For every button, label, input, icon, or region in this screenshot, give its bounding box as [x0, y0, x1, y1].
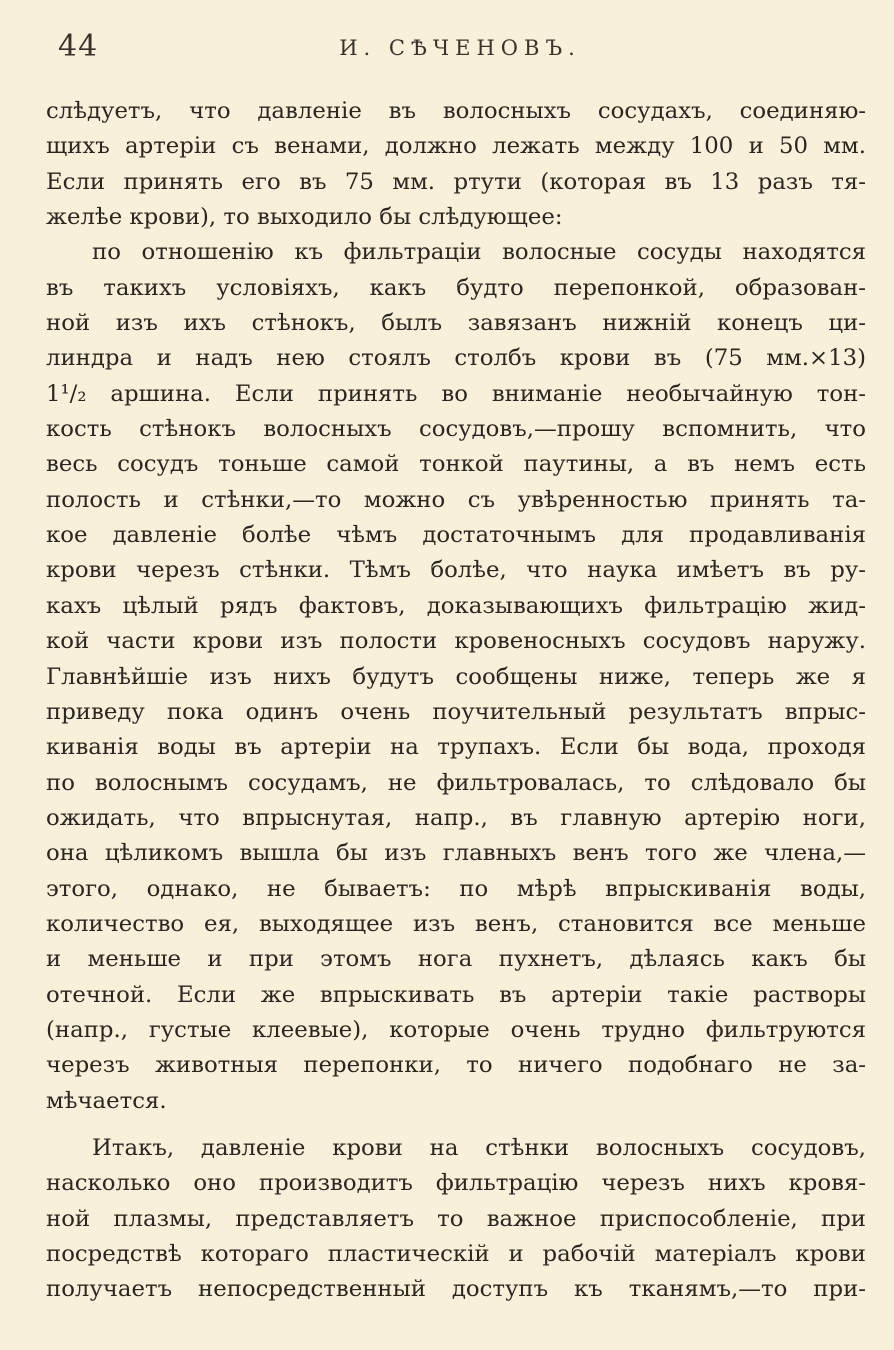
body-text	[46, 94, 866, 1308]
text-line: Итакъ, давленіе крови на стѣнки волосныхъ сосудовъ,	[92, 1134, 866, 1161]
text-line: кость стѣнокъ волосныхъ сосудовъ,—прошу вспомнить, что	[46, 416, 866, 443]
text-line: получаетъ непосредственный доступъ къ тканямъ,—то при-	[46, 1276, 866, 1303]
paragraph-gap	[46, 1119, 866, 1131]
text-line: мѣчается.	[46, 1087, 167, 1114]
text-line: 1¹/₂ аршина. Если принять во вниманіе необычайную тон-	[46, 380, 866, 407]
text-line: отечной. Если же впрыскивать въ артеріи такіе растворы	[46, 981, 866, 1008]
text-line: кой части крови изъ полости кровеносныхъ сосудовъ наружу.	[46, 628, 866, 655]
text-line: и меньше и при этомъ нога пухнетъ, дѣлаясь какъ бы	[46, 946, 866, 973]
text-line: Главнѣйшіе изъ нихъ будутъ сообщены ниже, теперь же я	[46, 663, 866, 690]
paragraph-3	[46, 1131, 866, 1308]
text-line: весь сосудъ тоньше самой тонкой паутины, а въ немъ есть	[46, 451, 866, 478]
text-line: киванія воды въ артеріи на трупахъ. Если бы вода, проходя	[46, 734, 866, 761]
text-line: приведу пока одинъ очень поучительный результатъ впрыс-	[46, 698, 866, 725]
text-line: кахъ цѣлый рядъ фактовъ, доказывающихъ фильтрацію жид-	[46, 592, 866, 619]
text-line: черезъ животныя перепонки, то ничего подобнаго не за-	[46, 1052, 866, 1079]
text-line: по отношенію къ фильтраціи волосные сосуды находятся	[92, 239, 866, 266]
text-line: линдра и надъ нею стоялъ столбъ крови въ (75 мм.×13)	[46, 345, 866, 372]
running-head: И. СѢЧЕНОВЪ.	[339, 36, 581, 60]
text-line: кое давленіе болѣе чѣмъ достаточнымъ для продавливанія	[46, 522, 866, 549]
text-line: полость и стѣнки,—то можно съ увѣренностью принять та-	[46, 486, 866, 513]
text-line: слѣдуетъ, что давленіе въ волосныхъ сосудахъ, соединяю-	[46, 98, 866, 124]
text-line: ной плазмы, представляетъ то важное приспособленіе, при	[46, 1205, 866, 1232]
text-line: желѣе крови), то выходило бы слѣдующее:	[46, 204, 563, 231]
text-line: она цѣликомъ вышла бы изъ главныхъ венъ того же члена,—	[46, 840, 866, 867]
text-line: этого, однако, не бываетъ: по мѣрѣ впрыскиванія воды,	[46, 875, 866, 902]
text-line: посредствѣ котораго пластическій и рабочій матеріалъ крови	[46, 1241, 866, 1267]
text-line: въ такихъ условіяхъ, какъ будто перепонкой, образован-	[46, 274, 866, 301]
paragraph-2	[46, 235, 866, 1119]
page-number: 44	[58, 29, 99, 64]
text-line: количество ея, выходящее изъ венъ, становится все меньше	[46, 910, 866, 937]
text-line: ожидать, что впрыснутая, напр., въ главную артерію ноги,	[46, 804, 866, 831]
text-line: ной изъ ихъ стѣнокъ, былъ завязанъ нижній конецъ ци-	[46, 310, 866, 337]
text-line: (напр., густые клеевые), которые очень трудно фильтруются	[46, 1016, 866, 1043]
text-line: Если принять его въ 75 мм. ртути (которая въ 13 разъ тя-	[46, 168, 866, 195]
page-header	[58, 30, 862, 66]
paragraph-1	[46, 94, 866, 235]
text-line: насколько оно производитъ фильтрацію черезъ нихъ кровя-	[46, 1170, 866, 1197]
text-line: щихъ артеріи съ венами, должно лежать между 100 и 50 мм.	[46, 133, 866, 160]
text-line: по волоснымъ сосудамъ, не фильтровалась, то слѣдовало бы	[46, 769, 866, 796]
text-line: крови черезъ стѣнки. Тѣмъ болѣе, что наука имѣетъ въ ру-	[46, 557, 866, 584]
